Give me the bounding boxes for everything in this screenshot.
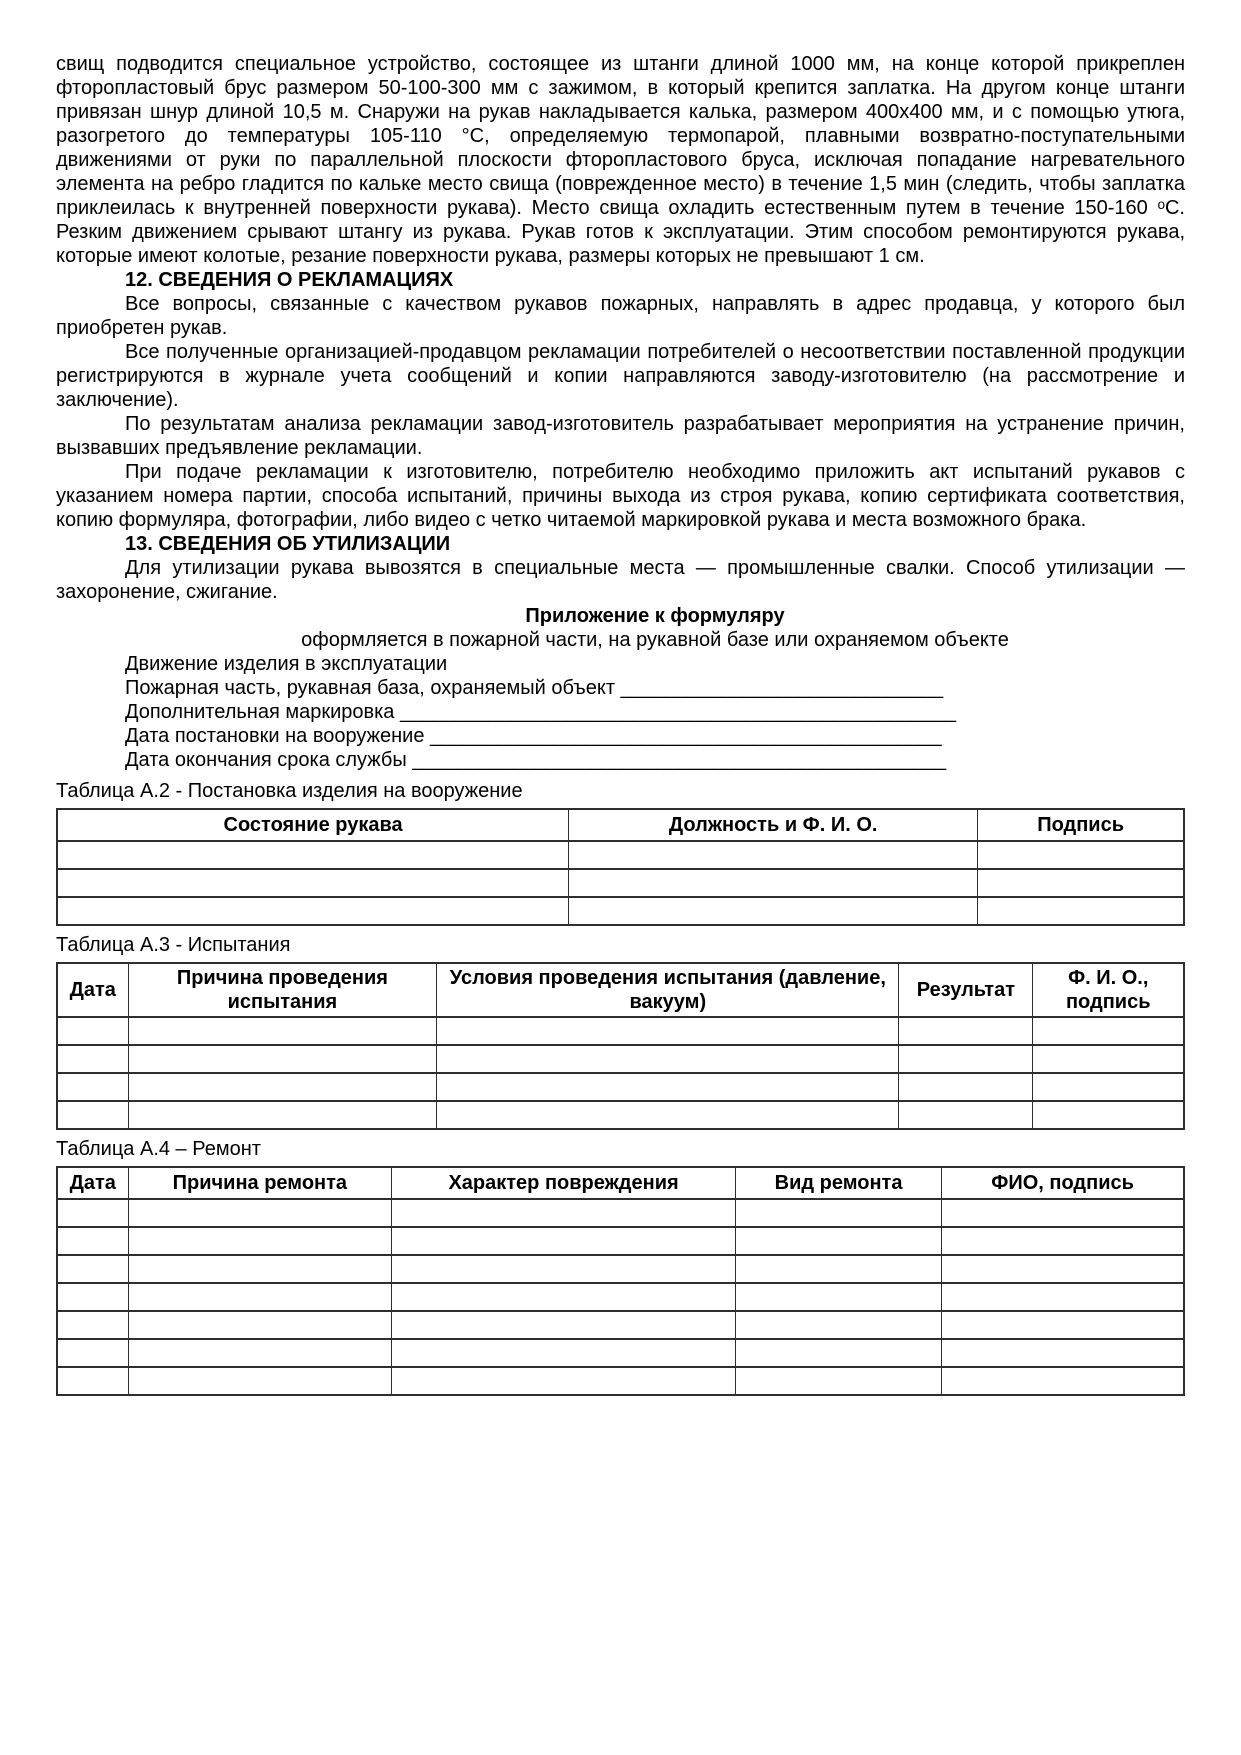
appendix-line-service-end-date-blank: Дата окончания срока службы ________________________________________________ — [125, 749, 947, 771]
table-a2-header-hose-state: Состояние рукава — [57, 809, 569, 841]
table-a3-header-name-signature: Ф. И. О., подпись — [1033, 963, 1184, 1017]
empty-cell — [978, 841, 1184, 869]
empty-cell — [392, 1311, 736, 1339]
section-12-paragraph-2: Все полученные организацией-продавцом рекламации потребителей о несоответствии поставленной продукции регистрируются в журнале учета сообщений и копии направляются заводу-изготовителю (на рассмотрение и заключение). — [56, 341, 1185, 411]
appendix-title: Приложение к формуляру — [525, 605, 785, 627]
continued-paragraph-repair-method: свищ подводится специальное устройство, состоящее из штанги длиной 1000 мм, на конце которой прикреплен фторопластовый брус размером 50-100-300 мм с зажимом, в который крепится заплатка. На другом конце штанги привязан шнур длиной 10,5 м. Снаружи на рукав накладывается калька, размером 400х400 мм, и с помощью утюга, разогретого до температуры 105-110 °С, определяемую термопарой, плавными возвратно-поступательными движениями от руки по параллельной плоскости фторопластового бруса, исключая попадание нагревательного элемента на ребро гладится по кальке место свища (поврежденное место) в течение 1,5 мин (следить, чтобы заплатка приклеилась к внутренней поверхности рукава). Место свища охладить естественным путем в течение 150-160 ᵒС. Резким движением срывают штангу из рукава. Рукав готов к эксплуатации. Этим способом ремонтируются рукава, которые имеют колотые, резание поверхности рукава, размеры которых не превышают 1 см. — [56, 53, 1185, 267]
empty-cell — [392, 1339, 736, 1367]
empty-cell — [57, 1045, 128, 1073]
empty-cell — [1033, 1101, 1184, 1129]
empty-cell — [392, 1255, 736, 1283]
empty-cell — [57, 1017, 128, 1045]
empty-cell — [1033, 1017, 1184, 1045]
empty-cell — [392, 1367, 736, 1395]
empty-cell — [899, 1073, 1033, 1101]
table-a4-header-date: Дата — [57, 1167, 128, 1199]
table-a2-header-row — [57, 809, 1184, 841]
section-12-heading: 12. СВЕДЕНИЯ О РЕКЛАМАЦИЯХ — [125, 269, 454, 291]
empty-cell — [942, 1311, 1184, 1339]
appendix-line-fire-station-blank: Пожарная часть, рукавная база, охраняемый объект _____________________________ — [125, 677, 944, 699]
empty-cell — [942, 1199, 1184, 1227]
empty-cell — [942, 1255, 1184, 1283]
table-a4-header-damage-type: Характер повреждения — [392, 1167, 736, 1199]
table-a3-header-test-reason: Причина проведения испытания — [128, 963, 437, 1017]
table-row — [57, 841, 1184, 869]
empty-cell — [128, 1311, 392, 1339]
empty-cell — [899, 1045, 1033, 1073]
empty-cell — [1033, 1045, 1184, 1073]
table-row — [57, 1283, 1184, 1311]
section-12-paragraph-3: По результатам анализа рекламации завод-изготовитель разрабатывает мероприятия на устранение причин, вызвавших предъявление рекламации. — [56, 413, 1185, 459]
empty-cell — [735, 1339, 941, 1367]
empty-cell — [735, 1227, 941, 1255]
empty-cell — [392, 1283, 736, 1311]
empty-cell — [437, 1017, 899, 1045]
empty-cell — [128, 1017, 437, 1045]
empty-cell — [569, 897, 978, 925]
section-13-heading: 13. СВЕДЕНИЯ ОБ УТИЛИЗАЦИИ — [125, 533, 451, 555]
section-12-paragraph-1: Все вопросы, связанные с качеством рукавов пожарных, направлять в адрес продавца, у которого был приобретен рукав. — [56, 293, 1185, 339]
table-a4-header-row — [57, 1167, 1184, 1199]
table-row — [57, 1311, 1184, 1339]
table-row — [57, 869, 1184, 897]
appendix-line-additional-marking-blank: Дополнительная маркировка __________________________________________________ — [125, 701, 957, 723]
empty-cell — [735, 1199, 941, 1227]
empty-cell — [128, 1339, 392, 1367]
table-a2-caption: Таблица А.2 - Постановка изделия на вооружение — [56, 780, 523, 802]
empty-cell — [437, 1045, 899, 1073]
table-row — [57, 1073, 1184, 1101]
table-row — [57, 1227, 1184, 1255]
appendix-line-commissioning-date-blank: Дата постановки на вооружение ______________________________________________ — [125, 725, 942, 747]
appendix-line-product-movement: Движение изделия в эксплуатации — [125, 653, 448, 675]
empty-cell — [735, 1367, 941, 1395]
section-13-paragraph-1: Для утилизации рукава вывозятся в специальные места — промышленные свалки. Способ утилизации — захоронение, сжигание. — [56, 557, 1185, 603]
table-row — [57, 1017, 1184, 1045]
table-a4-header-repair-kind: Вид ремонта — [735, 1167, 941, 1199]
empty-cell — [942, 1283, 1184, 1311]
empty-cell — [57, 1199, 128, 1227]
table-a3-header-result: Результат — [899, 963, 1033, 1017]
empty-cell — [128, 1101, 437, 1129]
empty-cell — [978, 897, 1184, 925]
empty-cell — [735, 1283, 941, 1311]
empty-cell — [57, 1101, 128, 1129]
empty-cell — [57, 897, 569, 925]
empty-cell — [57, 869, 569, 897]
table-a3-header-date: Дата — [57, 963, 128, 1017]
table-a2-header-position-name: Должность и Ф. И. О. — [569, 809, 978, 841]
empty-cell — [57, 841, 569, 869]
empty-cell — [735, 1311, 941, 1339]
empty-cell — [57, 1073, 128, 1101]
table-a3-header-row — [57, 963, 1184, 1017]
empty-cell — [569, 869, 978, 897]
empty-cell — [128, 1367, 392, 1395]
empty-cell — [57, 1227, 128, 1255]
empty-cell — [57, 1283, 128, 1311]
empty-cell — [569, 841, 978, 869]
table-row — [57, 1255, 1184, 1283]
empty-cell — [437, 1073, 899, 1101]
table-row — [57, 1199, 1184, 1227]
empty-cell — [128, 1199, 392, 1227]
empty-cell — [128, 1283, 392, 1311]
table-a3-header-test-conditions: Условия проведения испытания (давление, вакуум) — [437, 963, 899, 1017]
empty-cell — [735, 1255, 941, 1283]
empty-cell — [942, 1339, 1184, 1367]
empty-cell — [1033, 1073, 1184, 1101]
empty-cell — [128, 1073, 437, 1101]
table-row — [57, 897, 1184, 925]
empty-cell — [899, 1101, 1033, 1129]
table-row — [57, 1367, 1184, 1395]
empty-cell — [899, 1017, 1033, 1045]
table-a3-caption: Таблица А.3 - Испытания — [56, 934, 291, 956]
table-row — [57, 1339, 1184, 1367]
table-a2-commissioning — [56, 808, 1185, 926]
table-row — [57, 1045, 1184, 1073]
empty-cell — [57, 1311, 128, 1339]
section-12-paragraph-4: При подаче рекламации к изготовителю, потребителю необходимо приложить акт испытаний рукавов с указанием номера партии, способа испытаний, причины выхода из строя рукава, копию сертификата соответствия, копию формуляра, фотографии, либо видео с четко читаемой маркировкой рукава и места возможного брака. — [56, 461, 1185, 531]
appendix-subtitle: оформляется в пожарной части, на рукавной базе или охраняемом объекте — [301, 629, 1009, 651]
table-a4-repairs — [56, 1166, 1185, 1396]
empty-cell — [437, 1101, 899, 1129]
table-a3-tests — [56, 962, 1185, 1130]
table-a4-header-name-signature: ФИО, подпись — [942, 1167, 1184, 1199]
empty-cell — [392, 1199, 736, 1227]
empty-cell — [57, 1367, 128, 1395]
table-a4-caption: Таблица А.4 – Ремонт — [56, 1138, 261, 1160]
empty-cell — [57, 1339, 128, 1367]
table-a4-header-repair-reason: Причина ремонта — [128, 1167, 392, 1199]
empty-cell — [128, 1255, 392, 1283]
table-row — [57, 1101, 1184, 1129]
empty-cell — [392, 1227, 736, 1255]
empty-cell — [942, 1227, 1184, 1255]
empty-cell — [942, 1367, 1184, 1395]
empty-cell — [57, 1255, 128, 1283]
empty-cell — [978, 869, 1184, 897]
empty-cell — [128, 1045, 437, 1073]
empty-cell — [128, 1227, 392, 1255]
table-a2-header-signature: Подпись — [978, 809, 1184, 841]
